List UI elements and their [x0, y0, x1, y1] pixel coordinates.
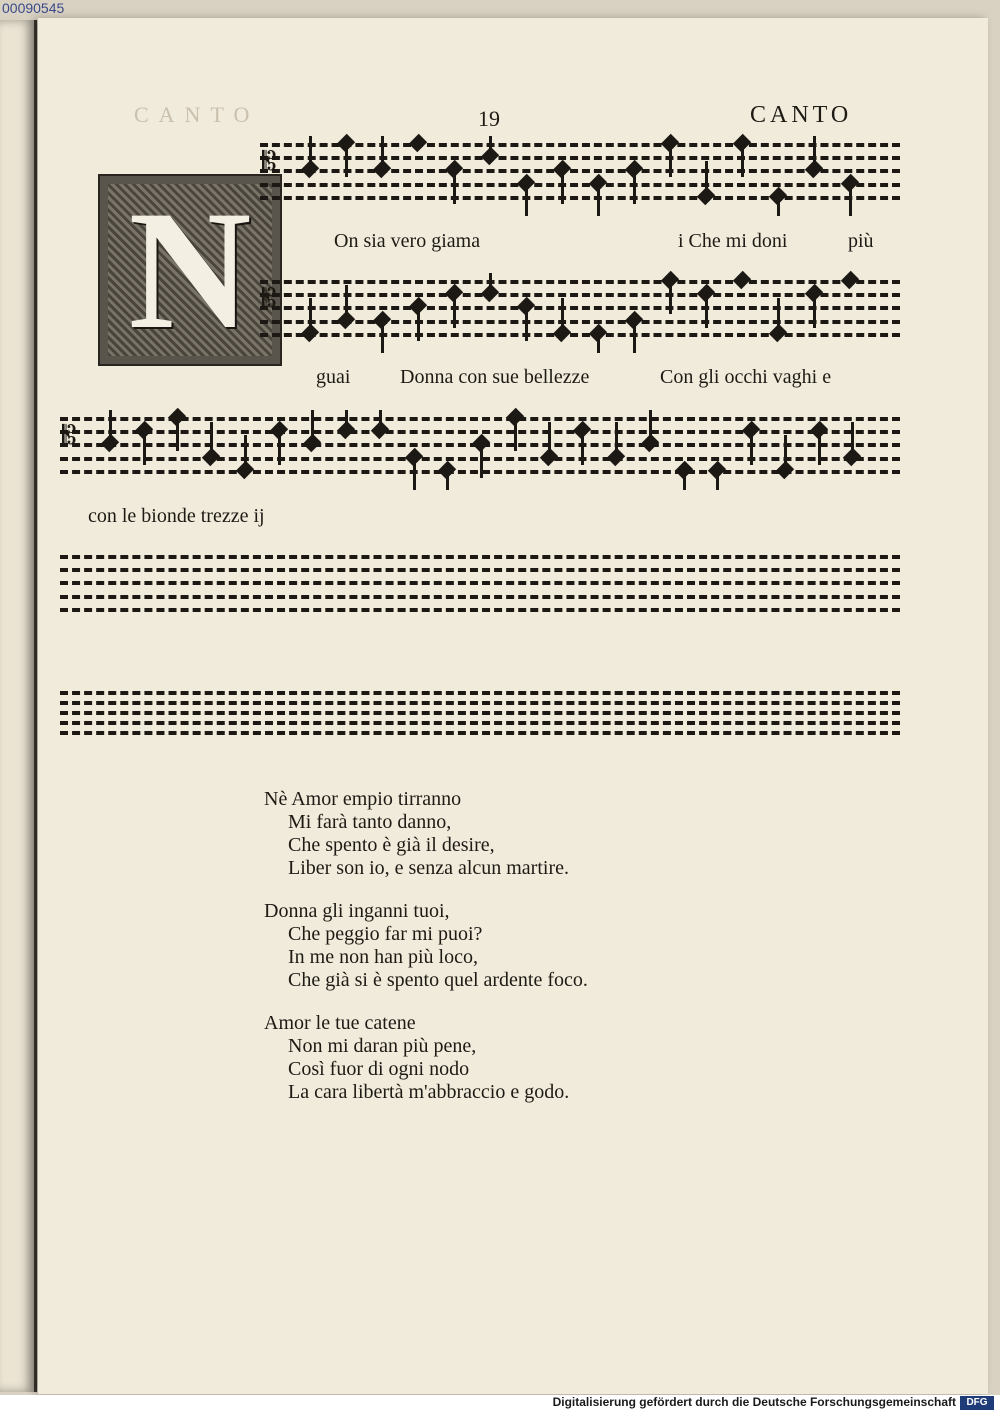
- empty-staff-1: [60, 548, 900, 628]
- staff-line: [260, 280, 900, 284]
- staff-line: [60, 417, 900, 421]
- note-stem: [381, 320, 384, 353]
- footer-credit: Digitalisierung gefördert durch die Deutsche Forschungsgemeinschaft: [552, 1395, 956, 1409]
- verse-3: [264, 1012, 569, 1104]
- note-stem: [818, 430, 821, 465]
- note-stem: [615, 422, 618, 457]
- initial-letter: N: [128, 176, 252, 364]
- note-stem: [381, 136, 384, 169]
- note-stem: [489, 273, 492, 293]
- staff-line: [60, 595, 900, 599]
- verse-line: Che spento è già il desire,: [288, 834, 495, 856]
- note-stem: [109, 410, 112, 443]
- note-stem: [345, 285, 348, 320]
- footer-bar: [0, 1395, 1000, 1412]
- staff-line: [60, 581, 900, 585]
- note-stem: [849, 273, 852, 280]
- verse-line: Donna gli inganni tuoi,: [264, 900, 450, 922]
- staff-line: [60, 711, 900, 715]
- note-stem: [309, 136, 312, 169]
- note-stem: [741, 273, 744, 280]
- music-staff-2: [260, 273, 900, 353]
- note-stem: [784, 435, 787, 470]
- note-stem: [777, 298, 780, 333]
- lyric-line2-c: Con gli occhi vaghi e: [660, 366, 832, 388]
- note-stem: [750, 430, 753, 465]
- staff-line: [260, 320, 900, 324]
- note-stem: [705, 293, 708, 328]
- note-stem: [345, 143, 348, 178]
- running-head: CANTO: [750, 102, 853, 128]
- note-stem: [446, 470, 449, 490]
- staff-line: [60, 691, 900, 695]
- note-stem: [143, 430, 146, 465]
- verse-line: Nè Amor empio tirranno: [264, 788, 462, 810]
- staff-line: [60, 430, 900, 434]
- note-stem: [309, 298, 312, 333]
- note-stem: [813, 293, 816, 328]
- note-stem: [525, 183, 528, 216]
- note-stem: [741, 143, 744, 178]
- staff-line: [260, 143, 900, 147]
- note-stem: [210, 422, 213, 457]
- staff-line: [260, 183, 900, 187]
- note-stem: [379, 410, 382, 430]
- lyric-line1-b: i Che mi doni: [678, 230, 788, 252]
- lyric-line1-c: più: [848, 230, 874, 252]
- verse-line: Liber son io, e senza alcun martire.: [288, 857, 569, 879]
- lyric-line1-a: On sia vero giama: [334, 230, 481, 252]
- note-stem: [597, 183, 600, 216]
- note-stem: [176, 417, 179, 452]
- staff-line: [60, 568, 900, 572]
- note-stem: [669, 280, 672, 315]
- note-stem: [453, 293, 456, 328]
- note-stem: [849, 183, 852, 216]
- note-stem: [489, 136, 492, 156]
- note-stem: [581, 430, 584, 465]
- verse-line: Che già si è spento quel ardente foco.: [288, 969, 588, 991]
- lyric-line2-a: guai: [316, 366, 351, 388]
- verse-line: Mi farà tanto danno,: [288, 811, 452, 833]
- verse-line: Così fuor di ogni nodo: [288, 1058, 470, 1080]
- note-stem: [716, 470, 719, 490]
- clef-icon: 𝄡: [262, 284, 277, 314]
- note-stem: [649, 410, 652, 443]
- note-stem: [633, 169, 636, 204]
- staff-line: [60, 731, 900, 735]
- book-page: [38, 18, 988, 1394]
- note-stem: [244, 435, 247, 470]
- note-stem: [851, 422, 854, 457]
- note-stem: [813, 136, 816, 169]
- note-stem: [548, 422, 551, 457]
- facing-page-edge: [0, 20, 37, 1392]
- note-stem: [525, 306, 528, 341]
- music-staff-3: [60, 410, 900, 490]
- staff-line: [260, 196, 900, 200]
- note-stem: [777, 196, 780, 216]
- note-stem: [311, 410, 314, 443]
- clef-icon: 𝄡: [262, 147, 277, 177]
- clef-icon: 𝄡: [62, 421, 77, 451]
- lyric-line2-b: Donna con sue bellezze: [400, 366, 590, 388]
- decorated-initial: [98, 174, 282, 366]
- lyric-line3-a: con le bionde trezze ij: [88, 505, 265, 527]
- staff-line: [60, 555, 900, 559]
- dfg-logo-icon: DFG: [960, 1396, 994, 1410]
- note-stem: [633, 320, 636, 353]
- note-stem: [514, 417, 517, 452]
- verse-line: Che peggio far mi puoi?: [288, 923, 483, 945]
- note-stem: [278, 430, 281, 465]
- verse-line: Amor le tue catene: [264, 1012, 416, 1034]
- verse-line: In me non han più loco,: [288, 946, 478, 968]
- empty-staff-2: [60, 686, 900, 746]
- verse-line: Non mi daran più pene,: [288, 1035, 477, 1057]
- staff-line: [60, 721, 900, 725]
- scan-id-label: 00090545: [2, 0, 65, 16]
- staff-line: [260, 169, 900, 173]
- page-number: 19: [478, 106, 500, 131]
- note-stem: [417, 306, 420, 341]
- ghost-running-head: CANTO: [134, 102, 260, 127]
- note-stem: [453, 169, 456, 204]
- note-stem: [417, 136, 420, 143]
- note-stem: [683, 470, 686, 490]
- note-stem: [413, 457, 416, 490]
- note-stem: [705, 161, 708, 196]
- staff-line: [60, 608, 900, 612]
- staff-line: [60, 701, 900, 705]
- note-stem: [561, 298, 564, 333]
- verse-2: [264, 900, 588, 992]
- verse-1: [264, 788, 569, 880]
- note-stem: [480, 443, 483, 478]
- staff-line: [260, 306, 900, 310]
- note-stem: [597, 333, 600, 353]
- verse-line: La cara libertà m'abbraccio e godo.: [288, 1081, 570, 1103]
- staff-line: [260, 333, 900, 337]
- note-stem: [561, 169, 564, 204]
- note-stem: [345, 410, 348, 430]
- note-stem: [669, 143, 672, 178]
- music-staff-1: [260, 136, 900, 216]
- staff-line: [260, 156, 900, 160]
